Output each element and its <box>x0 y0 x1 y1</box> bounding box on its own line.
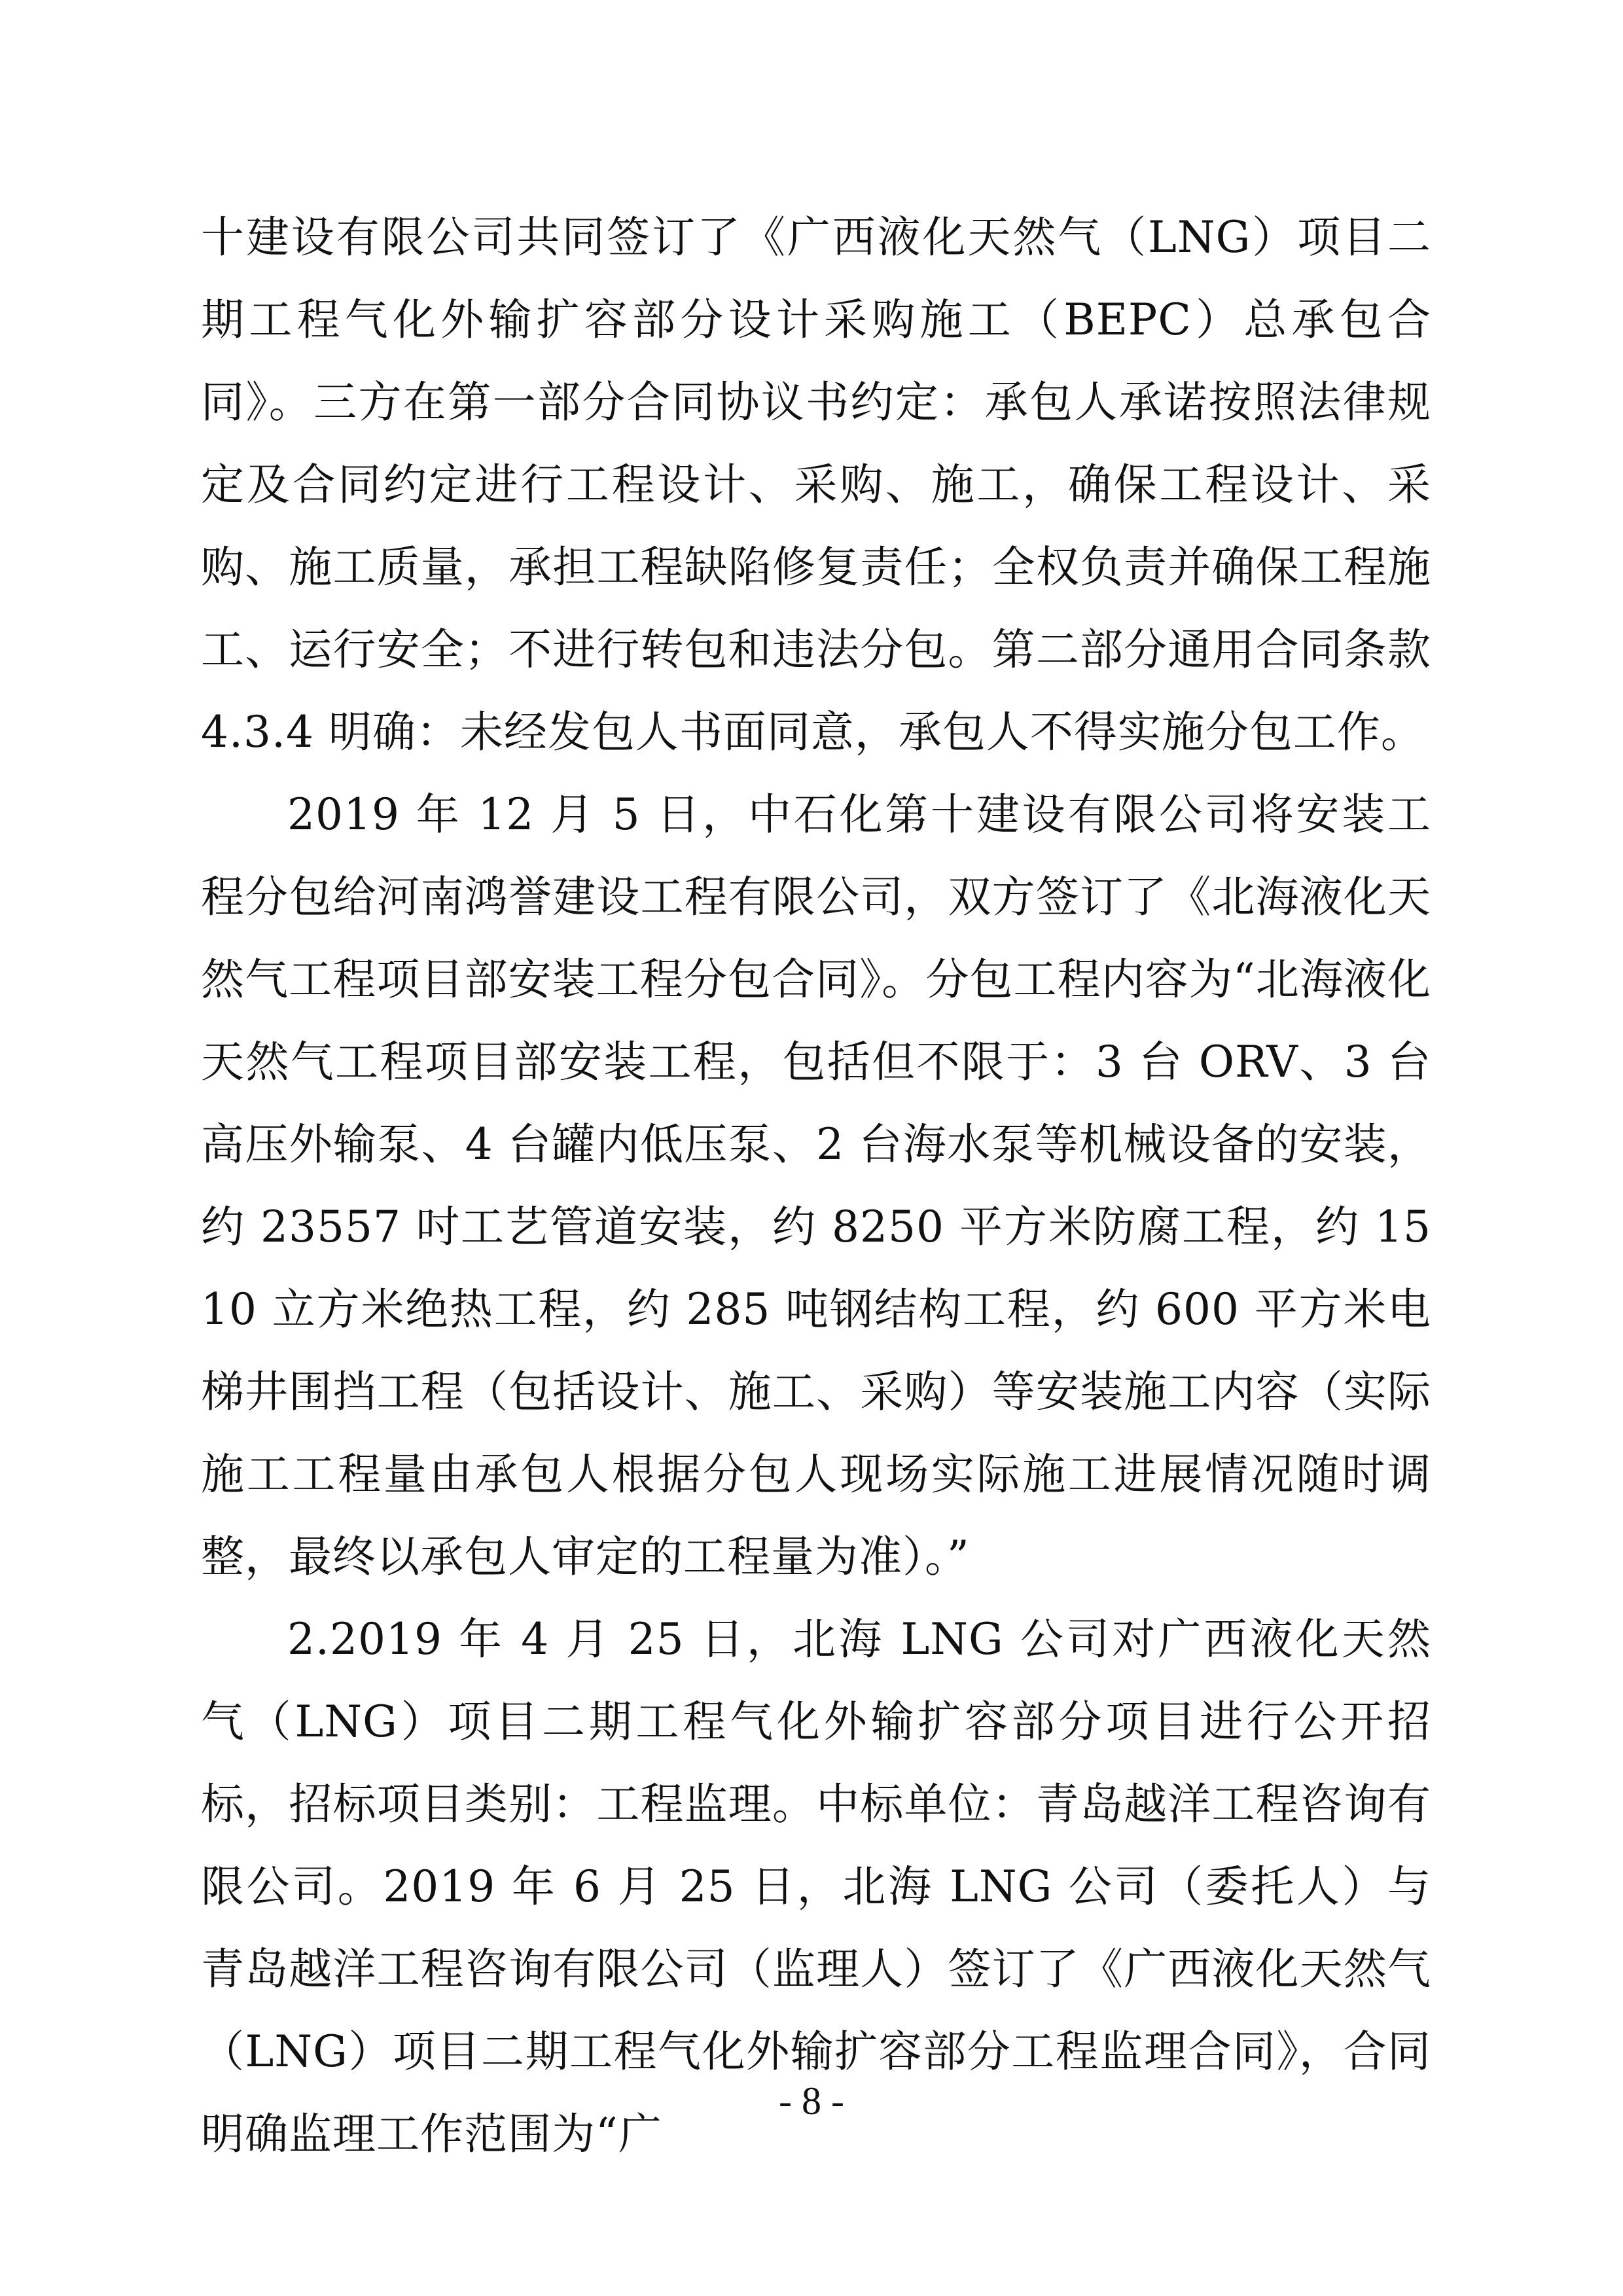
body-text <box>201 196 1431 2176</box>
paragraph-2: 2019 年 12 月 5 日，中石化第十建设有限公司将安装工程分包给河南鸿誉建设工程有限公司，双方签订了《北海液化天然气工程项目部安装工程分包合同》。分包工程内容为“北海液化天然气工程项目部安装工程，包括但不限于：3 台 ORV、3 台高压外输泵、4 台罐内低压泵、2 台海水泵等机械设备的安装，约 23557 吋工艺管道安装，约 8250 平方米防腐工程，约 1510 立方米绝热工程，约 285 吨钢结构工程，约 600 平方米电梯井围挡工程（包括设计、施工、采购）等安装施工内容（实际施工工程量由承包人根据分包人现场实际施工进展情况随时调整，最终以承包人审定的工程量为准）。” <box>201 789 1431 1582</box>
paragraph-3: 2.2019 年 4 月 25 日，北海 LNG 公司对广西液化天然气（LNG）项目二期工程气化外输扩容部分项目进行公开招标，招标项目类别：工程监理。中标单位：青岛越洋工程咨询有限公司。2019 年 6 月 25 日，北海 LNG 公司（委托人）与青岛越洋工程咨询有限公司（监理人）签订了《广西液化天然气（LNG）项目二期工程气化外输扩容部分工程监理合同》，合同明确监理工作范围为“广 <box>201 1614 1431 2159</box>
paragraph-1: 十建设有限公司共同签订了《广西液化天然气（LNG）项目二期工程气化外输扩容部分设计采购施工（BEPC）总承包合同》。三方在第一部分合同协议书约定：承包人承诺按照法律规定及合同约定进行工程设计、采购、施工，确保工程设计、采购、施工质量，承担工程缺陷修复责任；全权负责并确保工程施工、运行安全；不进行转包和违法分包。第二部分通用合同条款 4.3.4 明确：未经发包人书面同意，承包人不得实施分包工作。 <box>201 212 1431 757</box>
page-number: - 8 - <box>779 2079 844 2123</box>
